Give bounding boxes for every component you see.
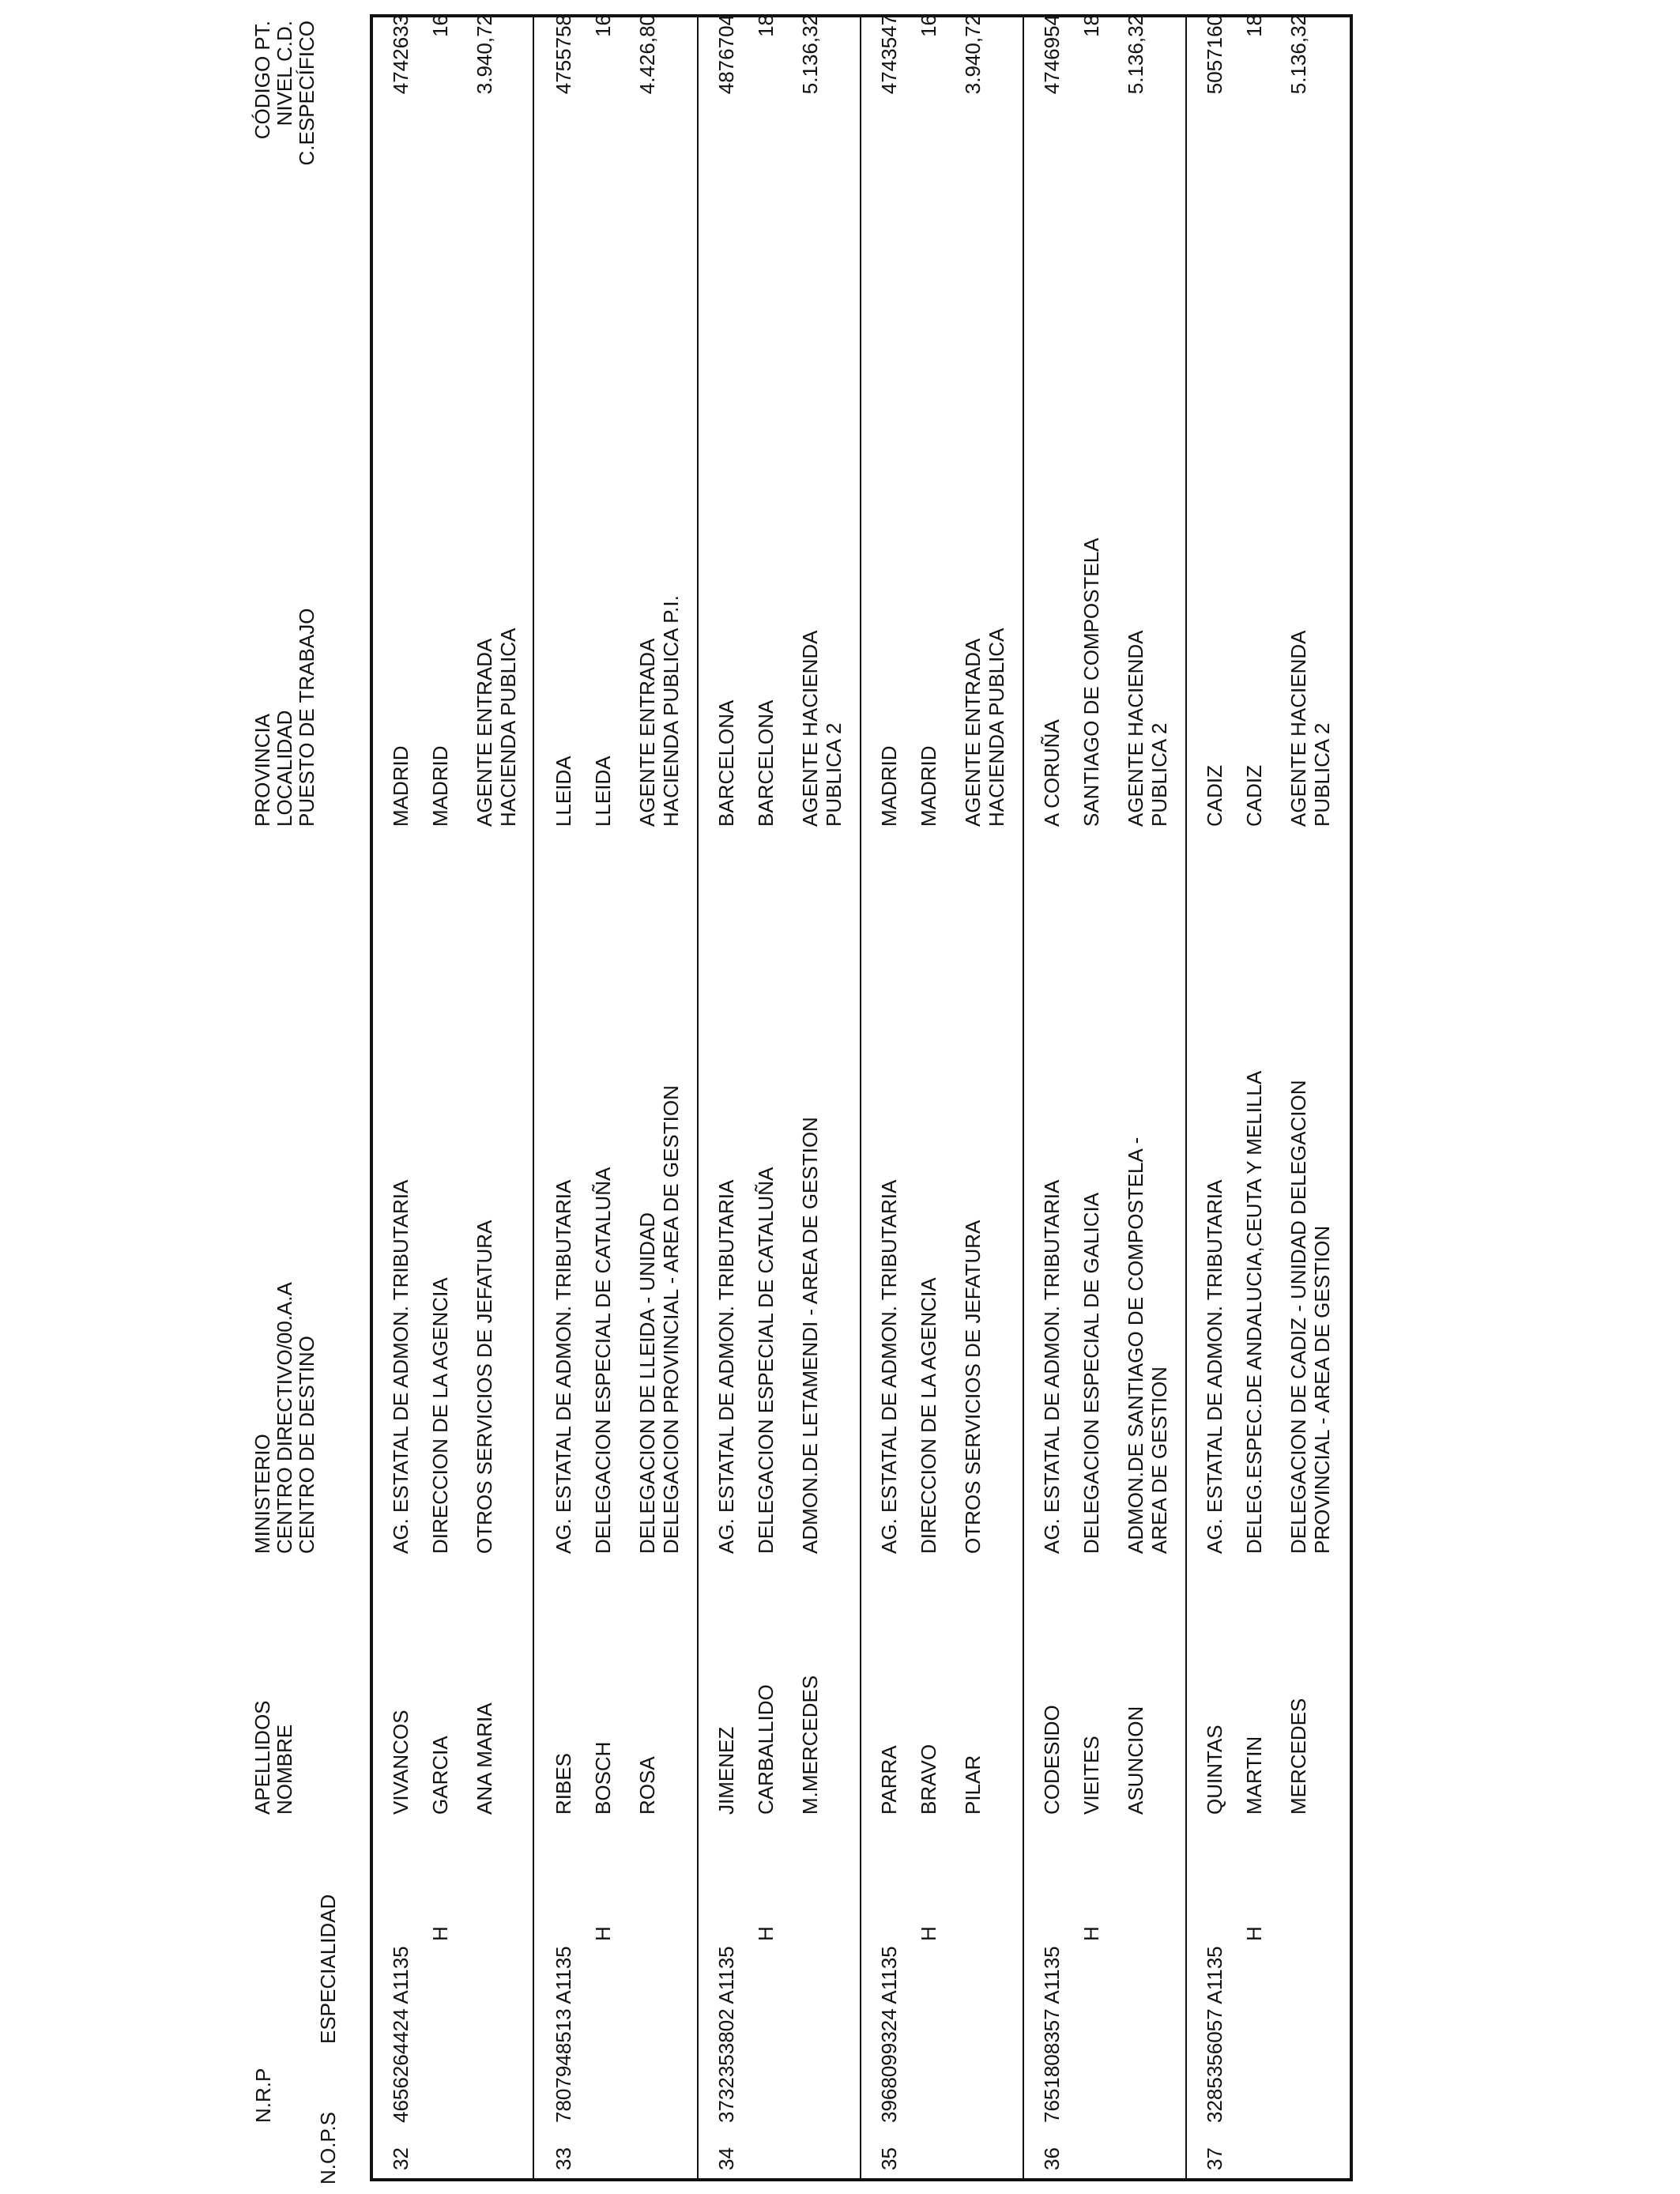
cell-especifico: 3.940,72 xyxy=(473,14,496,95)
cell-nops: 33 xyxy=(552,2147,575,2170)
header-codigo-label: CÓDIGO PT. xyxy=(250,21,274,140)
header-especifico-label: C.ESPECÍFICO xyxy=(295,21,318,166)
cell-sex: H xyxy=(591,1926,615,1941)
header-apellidos xyxy=(251,1700,296,1815)
cell-ministerio: AG. ESTATAL DE ADMON. TRIBUTARIA xyxy=(714,1179,738,1554)
cell-nrp: 4656264424 A1135 xyxy=(389,1946,412,2123)
header-puesto-label: PUESTO DE TRABAJO xyxy=(295,608,318,827)
cell-sex: H xyxy=(1079,1926,1103,1941)
cell-apellido1: VIVANCOS xyxy=(389,1710,412,1815)
cell-apellido2: GARCIA xyxy=(428,1736,452,1815)
cell-nrp: 3285356057 A1135 xyxy=(1203,1946,1226,2123)
cell-puesto: AGENTE ENTRADA HACIENDA PUBLICA xyxy=(961,628,1008,827)
header-ministerio xyxy=(251,1282,318,1554)
cell-apellido2: BRAVO xyxy=(917,1744,940,1815)
cell-especifico: 5.136,32 xyxy=(1286,14,1310,95)
cell-localidad: SANTIAGO DE COMPOSTELA xyxy=(1079,537,1103,827)
header-nrp: N.R.P xyxy=(251,2068,275,2123)
cell-centro-directivo: DIRECCION DE LA AGENCIA xyxy=(917,1277,940,1554)
row-separator xyxy=(1023,17,1024,2178)
cell-centro-directivo: DELEGACION ESPECIAL DE GALICIA xyxy=(1079,1192,1103,1554)
cell-especifico: 4.426,80 xyxy=(635,14,659,95)
header-provincia xyxy=(251,609,318,827)
cell-especifico: 5.136,32 xyxy=(1124,14,1147,95)
cell-nivel: 18 xyxy=(1242,14,1266,37)
cell-nops: 37 xyxy=(1203,2147,1226,2170)
cell-especifico: 5.136,32 xyxy=(798,14,822,95)
cell-sex: H xyxy=(1242,1926,1266,1941)
cell-puesto: AGENTE HACIENDA PUBLICA 2 xyxy=(1124,631,1171,827)
cell-localidad: MADRID xyxy=(428,745,452,827)
cell-provincia: MADRID xyxy=(389,745,412,827)
cell-nombre: PILAR xyxy=(961,1755,985,1815)
cell-nombre: M.MERCEDES xyxy=(798,1675,822,1815)
cell-nivel: 16 xyxy=(917,14,940,37)
cell-nops: 35 xyxy=(877,2147,901,2170)
cell-centro-destino: DELEGACION DE CADIZ - UNIDAD DELEGACION PROVINCIAL - AREA DE GESTION xyxy=(1286,1080,1334,1554)
cell-apellido1: RIBES xyxy=(552,1752,575,1815)
cell-nrp: 7651808357 A1135 xyxy=(1040,1946,1064,2123)
cell-provincia: A CORUÑA xyxy=(1040,719,1064,827)
cell-localidad: BARCELONA xyxy=(754,699,778,827)
cell-nivel: 16 xyxy=(591,14,615,37)
cell-provincia: BARCELONA xyxy=(714,699,738,827)
cell-codigo: 4743547 xyxy=(877,14,901,95)
cell-apellido1: CODESIDO xyxy=(1040,1705,1064,1815)
cell-nops: 36 xyxy=(1040,2147,1064,2170)
cell-ministerio: AG. ESTATAL DE ADMON. TRIBUTARIA xyxy=(552,1179,575,1554)
cell-sex: H xyxy=(917,1926,940,1941)
row-separator xyxy=(697,17,699,2178)
cell-centro-destino: ADMON.DE SANTIAGO DE COMPOSTELA - AREA DE GESTION xyxy=(1124,1137,1171,1554)
cell-puesto: AGENTE HACIENDA PUBLICA 2 xyxy=(798,631,846,827)
header-nombre-label: NOMBRE xyxy=(273,1724,296,1815)
cell-ministerio: AG. ESTATAL DE ADMON. TRIBUTARIA xyxy=(1203,1179,1226,1554)
cell-codigo: 5057160 xyxy=(1203,14,1226,95)
cell-sex: H xyxy=(428,1926,452,1941)
cell-centro-directivo: DELEG.ESPEC.DE ANDALUCIA,CEUTA Y MELILLA xyxy=(1242,1070,1266,1554)
cell-nrp: 7807948513 A1135 xyxy=(552,1946,575,2123)
cell-especifico: 3.940,72 xyxy=(961,14,985,95)
cell-codigo: 4755758 xyxy=(552,14,575,95)
header-ministerio-label: MINISTERIO xyxy=(250,1434,274,1554)
cell-puesto: AGENTE HACIENDA PUBLICA 2 xyxy=(1286,631,1334,827)
cell-nombre: MERCEDES xyxy=(1286,1698,1310,1815)
cell-apellido2: VIEITES xyxy=(1079,1736,1103,1815)
cell-centro-destino: DELEGACION DE LLEIDA - UNIDAD DELEGACION PROVINCIAL - AREA DE GESTION xyxy=(635,1085,683,1554)
header-provincia-label: PROVINCIA xyxy=(250,713,274,827)
header-apellidos-label: APELLIDOS xyxy=(250,1700,274,1815)
cell-apellido2: BOSCH xyxy=(591,1741,615,1815)
cell-ministerio: AG. ESTATAL DE ADMON. TRIBUTARIA xyxy=(877,1179,901,1554)
cell-ministerio: AG. ESTATAL DE ADMON. TRIBUTARIA xyxy=(1040,1179,1064,1554)
cell-nrp: 3968099324 A1135 xyxy=(877,1946,901,2123)
cell-nombre: ROSA xyxy=(635,1756,659,1815)
header-codigo xyxy=(251,21,318,171)
cell-localidad: LLEIDA xyxy=(591,756,615,827)
cell-apellido1: PARRA xyxy=(877,1745,901,1815)
cell-nivel: 18 xyxy=(754,14,778,37)
cell-ministerio: AG. ESTATAL DE ADMON. TRIBUTARIA xyxy=(389,1179,412,1554)
cell-provincia: MADRID xyxy=(877,745,901,827)
cell-provincia: CADIZ xyxy=(1203,765,1226,827)
header-nops: N.O.P.S xyxy=(316,2111,340,2185)
cell-nombre: ANA MARIA xyxy=(473,1702,496,1815)
cell-localidad: CADIZ xyxy=(1242,765,1266,827)
header-centro-directivo-label: CENTRO DIRECTIVO/00.A.A xyxy=(273,1282,296,1554)
cell-codigo: 4742633 xyxy=(389,14,412,95)
cell-codigo: 4746954 xyxy=(1040,14,1064,95)
cell-centro-directivo: DIRECCION DE LA AGENCIA xyxy=(428,1277,452,1554)
table-frame xyxy=(370,14,1353,2181)
cell-nops: 32 xyxy=(389,2147,412,2170)
header-localidad-label: LOCALIDAD xyxy=(273,710,296,827)
cell-centro-directivo: DELEGACION ESPECIAL DE CATALUÑA xyxy=(754,1167,778,1554)
row-separator xyxy=(1185,17,1187,2178)
cell-centro-destino: ADMON.DE LETAMENDI - AREA DE GESTION xyxy=(798,1117,822,1554)
header-centro-destino-label: CENTRO DE DESTINO xyxy=(295,1336,318,1554)
cell-nrp: 3732353802 A1135 xyxy=(714,1946,738,2123)
cell-nivel: 18 xyxy=(1079,14,1103,37)
row-separator xyxy=(860,17,861,2178)
cell-provincia: LLEIDA xyxy=(552,756,575,827)
cell-localidad: MADRID xyxy=(917,745,940,827)
cell-apellido2: MARTIN xyxy=(1242,1736,1266,1815)
cell-centro-destino: OTROS SERVICIOS DE JEFATURA xyxy=(961,1220,985,1554)
cell-nops: 34 xyxy=(714,2147,738,2170)
cell-sex: H xyxy=(754,1926,778,1941)
cell-nivel: 16 xyxy=(428,14,452,37)
header-especialidad: ESPECIALIDAD xyxy=(316,1894,340,2044)
cell-puesto: AGENTE ENTRADA HACIENDA PUBLICA xyxy=(473,628,520,827)
cell-centro-destino: OTROS SERVICIOS DE JEFATURA xyxy=(473,1220,496,1554)
cell-apellido2: CARBALLIDO xyxy=(754,1684,778,1815)
cell-apellido1: JIMENEZ xyxy=(714,1726,738,1815)
cell-nombre: ASUNCION xyxy=(1124,1706,1147,1815)
cell-codigo: 4876704 xyxy=(714,14,738,95)
cell-centro-directivo: DELEGACION ESPECIAL DE CATALUÑA xyxy=(591,1167,615,1554)
row-separator xyxy=(533,17,534,2178)
cell-puesto: AGENTE ENTRADA HACIENDA PUBLICA P.I. xyxy=(635,595,683,827)
header-nivel-label: NIVEL C.D. xyxy=(273,21,296,126)
cell-apellido1: QUINTAS xyxy=(1203,1725,1226,1815)
